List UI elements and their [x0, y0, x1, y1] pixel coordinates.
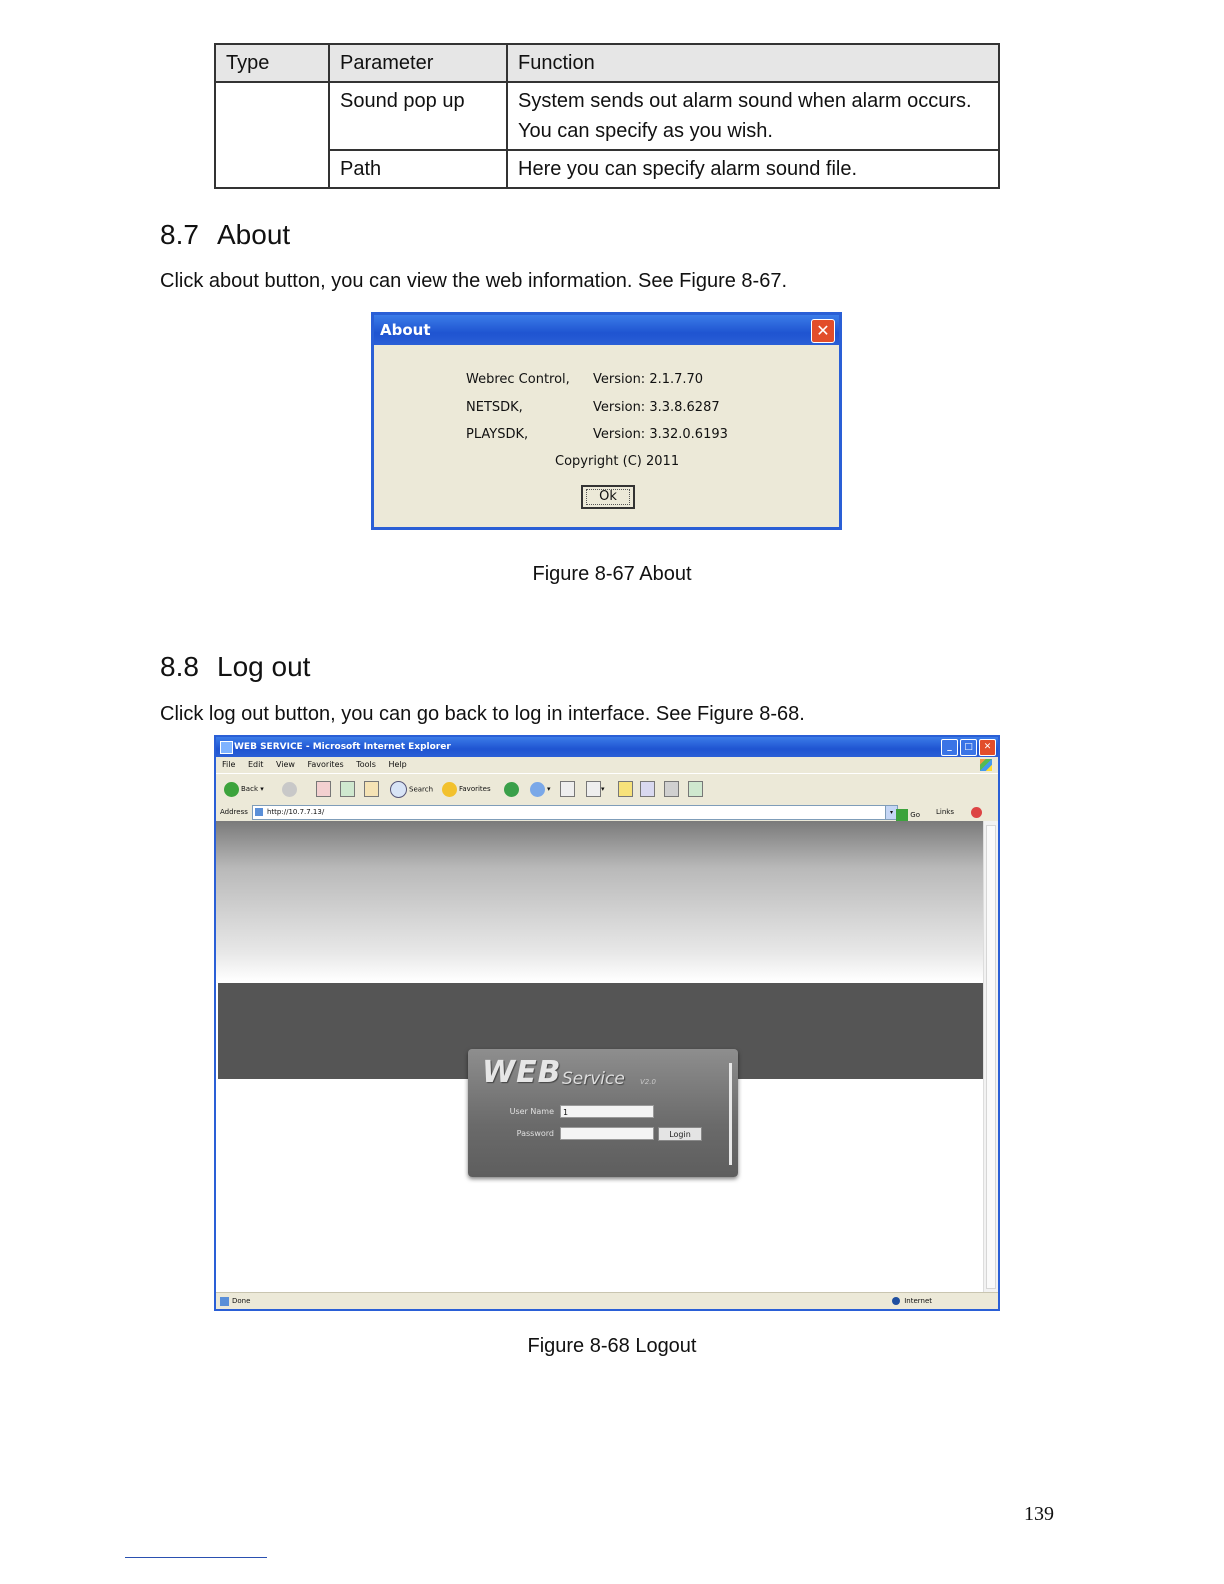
- section-number: 8.7: [160, 219, 199, 250]
- toolbar: [216, 773, 998, 805]
- notes-button[interactable]: [618, 781, 633, 797]
- web-logo-subtitle: Service: [562, 1069, 625, 1089]
- parameter-table: [214, 43, 1000, 189]
- star-icon: [442, 782, 457, 797]
- menu-bar: [216, 757, 998, 773]
- address-value: http://10.7.7.13/: [267, 808, 325, 816]
- page-icon: [255, 808, 263, 816]
- windows-logo-icon: [980, 759, 992, 771]
- section-title: Log out: [217, 651, 311, 682]
- figure-caption: Figure 8-68 Logout: [527, 1335, 697, 1357]
- username-field[interactable]: 1: [560, 1105, 654, 1118]
- table-header: Parameter: [329, 44, 507, 82]
- mail-icon: [530, 782, 545, 797]
- page-number: 139: [1024, 1503, 1054, 1525]
- menu-item-file[interactable]: File: [222, 760, 236, 769]
- minimize-icon[interactable]: _: [941, 739, 958, 756]
- folder-icon: [618, 781, 633, 797]
- menu-item-favorites[interactable]: Favorites: [307, 760, 344, 769]
- address-label: Address: [220, 808, 248, 816]
- edit-icon: [586, 781, 601, 797]
- function-line: You can specify as you wish.: [518, 120, 773, 142]
- ie-icon: [220, 741, 233, 754]
- close-icon[interactable]: ✕: [811, 319, 835, 343]
- edit-button[interactable]: ▾: [586, 781, 605, 797]
- page-content: [216, 821, 984, 1293]
- section-number: 8.8: [160, 651, 199, 682]
- maximize-icon[interactable]: □: [960, 739, 977, 756]
- forward-button[interactable]: [282, 781, 299, 797]
- component-name: Webrec Control,: [466, 372, 570, 387]
- panel-edge: [729, 1063, 732, 1165]
- web-logo: WEB: [482, 1055, 562, 1090]
- links-label[interactable]: Links: [936, 808, 954, 816]
- favorites-button[interactable]: [442, 781, 491, 797]
- messenger-icon: [640, 781, 655, 797]
- component-version: Version: 3.32.0.6193: [593, 427, 728, 442]
- globe-icon: [892, 1297, 900, 1305]
- zone-text: Internet: [904, 1297, 932, 1305]
- dialog-body: [374, 345, 839, 527]
- address-dropdown[interactable]: ▾: [885, 805, 898, 820]
- window-controls: [941, 739, 996, 756]
- web-logo-version: V2.0: [640, 1078, 656, 1086]
- section-heading-about: [160, 219, 290, 251]
- search-label: Search: [409, 785, 434, 794]
- close-icon[interactable]: ✕: [979, 739, 996, 756]
- zone-indicator: [892, 1293, 932, 1309]
- scrollbar-track: [986, 825, 996, 1289]
- go-arrow-icon: [896, 809, 908, 821]
- table-header-row: [215, 44, 999, 82]
- home-button[interactable]: [364, 781, 379, 797]
- history-icon: [504, 782, 519, 797]
- research-button[interactable]: [664, 781, 679, 797]
- print-button[interactable]: [560, 781, 575, 797]
- section-title: About: [217, 219, 291, 250]
- table-cell-parameter: Path: [329, 150, 507, 188]
- vertical-scrollbar[interactable]: [983, 821, 998, 1293]
- back-label: Back: [241, 785, 258, 793]
- search-button[interactable]: [390, 781, 433, 797]
- tools-button[interactable]: [688, 781, 703, 797]
- window-titlebar: [216, 737, 998, 757]
- section-heading-logout: [160, 651, 310, 683]
- menu-item-view[interactable]: View: [275, 760, 295, 769]
- login-button[interactable]: Login: [658, 1127, 702, 1141]
- menu-item-tools[interactable]: Tools: [356, 760, 376, 769]
- address-bar: [216, 803, 998, 821]
- footnote-divider: [125, 1557, 267, 1558]
- copyright-text: Copyright (C) 2011: [555, 454, 680, 469]
- table-cell-parameter: Sound pop up: [329, 82, 507, 150]
- favorites-label: Favorites: [459, 785, 491, 793]
- address-input[interactable]: [252, 805, 886, 820]
- page-done-icon: [220, 1297, 229, 1306]
- forward-arrow-icon: [282, 782, 297, 797]
- table-row: [215, 82, 999, 150]
- stop-icon: [316, 781, 331, 797]
- login-panel: [468, 1049, 738, 1177]
- tools-icon: [688, 781, 703, 797]
- ok-button[interactable]: Ok: [581, 485, 635, 509]
- print-icon: [560, 781, 575, 797]
- table-cell-function: Here you can specify alarm sound file.: [507, 150, 999, 188]
- component-version: Version: 2.1.7.70: [593, 372, 704, 387]
- menu-item-edit[interactable]: Edit: [247, 760, 264, 769]
- status-bar: [216, 1292, 998, 1309]
- password-field[interactable]: [560, 1127, 654, 1140]
- dialog-title: About: [374, 315, 839, 345]
- function-line: System sends out alarm sound when alarm occurs.: [518, 90, 972, 112]
- about-dialog: [371, 312, 842, 530]
- search-icon: [390, 781, 407, 798]
- research-icon: [664, 781, 679, 797]
- component-name: PLAYSDK,: [466, 427, 529, 442]
- back-arrow-icon: [224, 782, 239, 797]
- component-name: NETSDK,: [466, 400, 523, 415]
- username-label: User Name: [509, 1107, 554, 1116]
- go-label: Go: [910, 811, 920, 819]
- mail-button[interactable]: ▾: [530, 781, 551, 797]
- home-icon: [364, 781, 379, 797]
- browser-window: [214, 735, 1000, 1311]
- stop-button[interactable]: [316, 781, 331, 797]
- history-button[interactable]: [504, 781, 521, 797]
- links-icon[interactable]: [971, 807, 982, 818]
- refresh-icon: [340, 781, 355, 797]
- window-title: WEB SERVICE - Microsoft Internet Explorer: [234, 742, 451, 752]
- table-cell-function: [507, 82, 999, 150]
- section-body-logout: Click log out button, you can go back to log in interface. See Figure 8-68.: [160, 703, 805, 725]
- figure-caption: Figure 8-67 About: [532, 563, 692, 585]
- back-button[interactable]: Back ▾: [224, 781, 264, 797]
- table-cell-type: [215, 82, 329, 188]
- menu-item-help[interactable]: Help: [388, 760, 407, 769]
- section-body-about: Click about button, you can view the web information. See Figure 8-67.: [160, 270, 788, 292]
- component-version: Version: 3.3.8.6287: [593, 400, 720, 415]
- status-text: Done: [232, 1297, 251, 1305]
- table-header: Function: [507, 44, 999, 82]
- password-label: Password: [516, 1129, 554, 1138]
- refresh-button[interactable]: [340, 781, 355, 797]
- table-row: [215, 150, 999, 188]
- table-header: Type: [215, 44, 329, 82]
- messenger-button[interactable]: [640, 781, 655, 797]
